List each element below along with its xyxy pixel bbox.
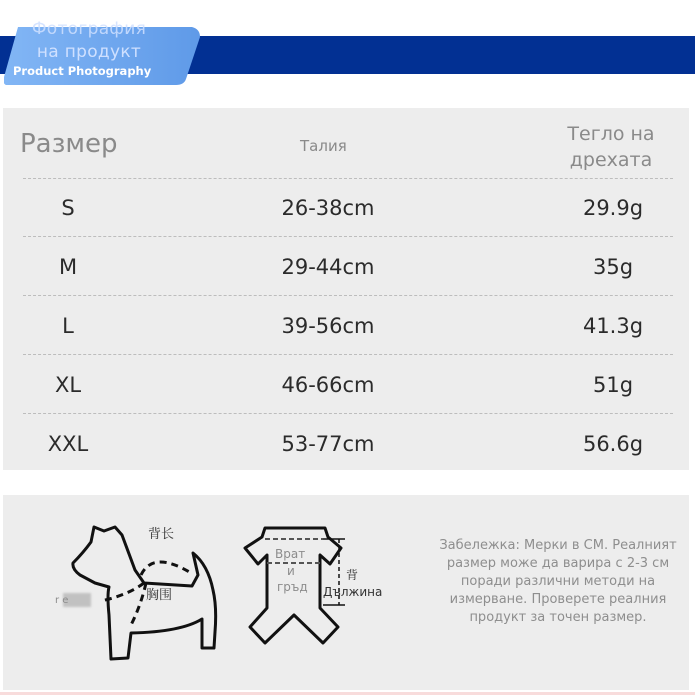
table-row xyxy=(3,306,689,346)
banner-title-line2: на продукт xyxy=(36,42,142,62)
garment-chest-label: гръд xyxy=(277,580,308,594)
cell-waist: 26-38cm xyxy=(281,196,375,220)
cell-size: S xyxy=(61,196,75,220)
garment-length-label: Дължина xyxy=(323,585,383,599)
header-weight-line1: Тегло на xyxy=(567,123,655,145)
cell-waist: 53-77cm xyxy=(281,432,375,456)
product-photography-tag xyxy=(4,19,200,85)
size-table xyxy=(3,108,689,470)
table-row xyxy=(3,188,689,228)
dog-back-length-label: 背长 xyxy=(148,527,175,542)
banner-title-line1: Фотография xyxy=(31,19,147,39)
header-waist: Талия xyxy=(300,137,347,155)
header-weight-line2: дрехата xyxy=(569,149,653,171)
row-divider xyxy=(23,354,673,355)
dog-chest-label: 胸围 xyxy=(146,588,173,603)
row-divider xyxy=(23,413,673,414)
cell-waist: 29-44cm xyxy=(281,255,375,279)
garment-back-label: 背 xyxy=(346,568,359,582)
dog-neck-label: r e xyxy=(55,595,69,606)
measurement-guide-panel xyxy=(3,495,689,690)
banner-subtitle: Product Photography xyxy=(13,64,152,78)
measurement-note: Забележка: Мерки в СМ. Реалният размер може да варира с 2-3 см поради различни методи на измерване. Проверете реалния продукт за точен размер. xyxy=(439,538,677,625)
cell-weight: 29.9g xyxy=(582,196,644,220)
cell-waist: 39-56cm xyxy=(281,314,375,338)
table-row xyxy=(3,365,689,405)
cell-size: L xyxy=(62,314,74,338)
cell-waist: 46-66cm xyxy=(281,373,375,397)
cell-weight: 51g xyxy=(592,373,634,397)
table-row xyxy=(3,424,689,464)
row-divider xyxy=(23,295,673,296)
cell-weight: 41.3g xyxy=(582,314,644,338)
cell-size: XL xyxy=(54,373,82,397)
row-divider xyxy=(23,178,673,179)
table-row xyxy=(3,247,689,287)
cell-size: M xyxy=(58,255,78,279)
garment-and-label: и xyxy=(287,564,295,578)
header-size: Размер xyxy=(20,129,118,159)
cell-size: XXL xyxy=(47,432,89,456)
row-divider xyxy=(23,236,673,237)
garment-neck-label: Врат xyxy=(275,547,306,561)
cell-weight: 35g xyxy=(592,255,634,279)
header-garment-weight xyxy=(563,121,659,173)
cell-weight: 56.6g xyxy=(582,432,644,456)
